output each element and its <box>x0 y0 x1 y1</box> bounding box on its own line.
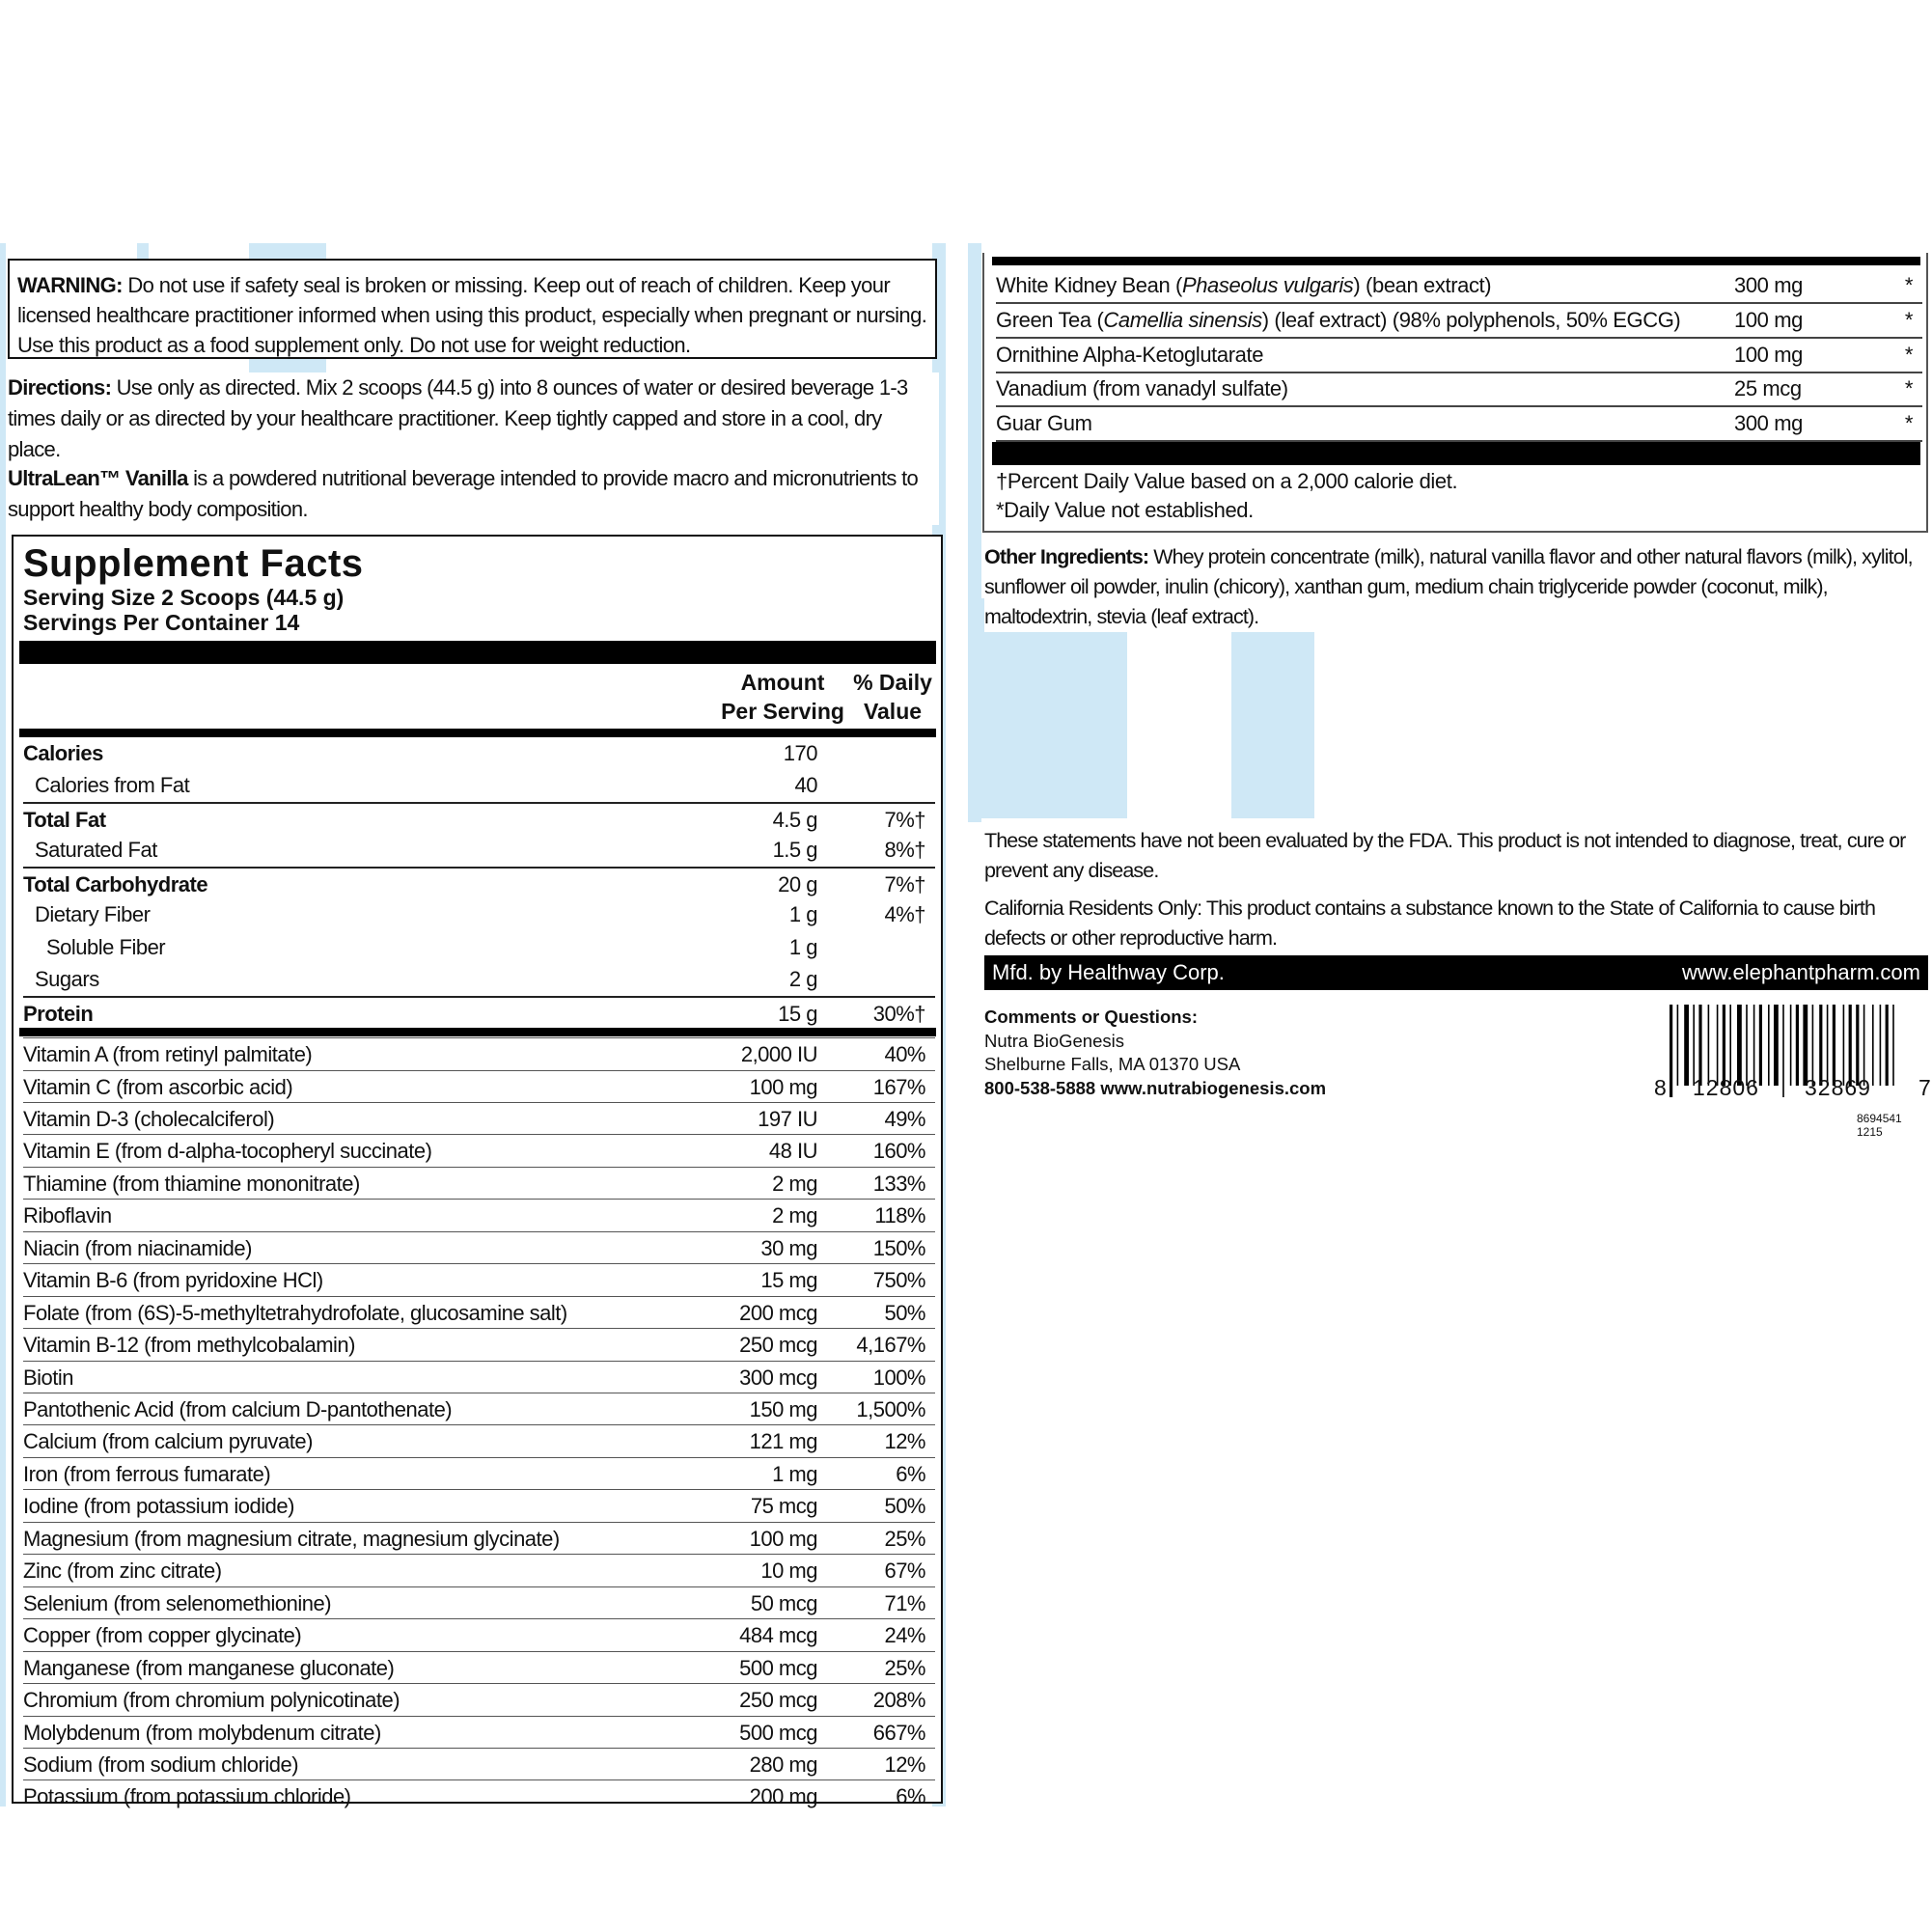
daily-value-not-established: *Daily Value not established. <box>996 498 1254 522</box>
nutrient-amount: 1 mg <box>772 1461 817 1486</box>
manufacturer-name: Mfd. by Healthway Corp. <box>992 960 1225 984</box>
barcode-bar <box>1803 1005 1808 1086</box>
nutrient-name: Riboflavin <box>23 1203 112 1228</box>
nutrient-daily-value: 50% <box>884 1300 925 1325</box>
nutrient-name: Iron (from ferrous fumarate) <box>23 1461 271 1486</box>
facts-row <box>23 1037 935 1070</box>
supplement-facts-title: Supplement Facts <box>23 542 364 585</box>
nutrient-daily-value: 6% <box>896 1784 925 1809</box>
contact-heading: Comments or Questions: <box>984 1007 1198 1027</box>
nutrient-name: Vitamin D-3 (cholecalciferol) <box>23 1106 275 1131</box>
top-divider <box>992 257 1920 265</box>
heavy-divider <box>992 442 1920 465</box>
nutrient-daily-value: * <box>1904 411 1913 436</box>
facts-row <box>23 1748 935 1780</box>
barcode-bar <box>1849 1005 1852 1086</box>
nutrient-amount: 170 <box>783 741 817 765</box>
barcode-bar <box>1856 1005 1859 1086</box>
nutrient-amount: 197 IU <box>758 1106 817 1131</box>
nutrient-amount: 40 <box>794 773 817 798</box>
barcode-bar <box>1812 1005 1814 1086</box>
other-ingredients-label: Other Ingredients: <box>984 545 1149 568</box>
nutrient-daily-value: 7%† <box>884 871 925 897</box>
nutrient-name: Pantothenic Acid (from calcium D-pantothenate) <box>23 1397 453 1421</box>
nutrient-amount: 20 g <box>778 871 817 897</box>
manufacturer-bar <box>984 955 1928 990</box>
nutrient-amount: 200 mg <box>749 1784 817 1809</box>
nutrient-name: Saturated Fat <box>35 838 157 863</box>
barcode-bar <box>1827 1005 1829 1086</box>
nutrient-amount: 500 mcg <box>739 1720 817 1745</box>
nutrient-daily-value: 50% <box>884 1494 925 1519</box>
nutrient-amount: 250 mcg <box>739 1333 817 1358</box>
column-header-daily-value: % Daily Value <box>853 670 932 724</box>
nutrient-name: Total Fat <box>23 807 106 832</box>
nutrient-amount: 150 mg <box>749 1397 817 1421</box>
barcode-bar <box>1670 1005 1672 1097</box>
facts-row <box>23 1522 935 1555</box>
nutrient-daily-value: 6% <box>896 1461 925 1486</box>
supplement-facts-continued <box>982 253 1928 533</box>
facts-row <box>23 1457 935 1490</box>
warning-label: WARNING: <box>17 273 123 297</box>
facts-row <box>23 1134 935 1167</box>
facts-row <box>23 1393 935 1425</box>
medium-divider <box>19 1028 936 1036</box>
barcode-bar <box>1698 1005 1701 1086</box>
nutrient-daily-value: 25% <box>884 1526 925 1551</box>
nutrient-amount: 30 mg <box>760 1235 817 1260</box>
nutrient-name-part: Ornithine Alpha-Ketoglutarate <box>996 342 1264 367</box>
nutrient-daily-value: 7%† <box>884 807 925 832</box>
fda-statement: These statements have not been evaluated by the FDA. This product is not intended to diagnose, treat, cure or prevent any disease. <box>984 829 1906 882</box>
nutrient-name: Calories from Fat <box>35 773 190 798</box>
barcode-bar <box>1774 1005 1779 1086</box>
barcode-bar <box>1843 1005 1845 1086</box>
nutrient-amount: 1 g <box>788 902 817 927</box>
nutrient-amount: 1.5 g <box>772 838 817 863</box>
warning-text: Do not use if safety seal is broken or missing. Keep out of reach of children. Keep your licensed healthcare practitioner informed when using this product, especially when pregnant or nursing. Use this product as a food supplement only. Do not use for weight reduction. <box>17 273 927 357</box>
other-ingredients-text: Whey protein concentrate (milk), natural vanilla flavor and other natural flavors (milk), xylitol, sunflower oil powder, inulin (chicory), xanthan gum, medium chain triglyceride powder (coconut, milk), maltodextrin, stevia (leaf extract). <box>984 545 1913 628</box>
facts-row <box>23 1618 935 1651</box>
nutrient-name-part: Vanadium (from vanadyl sulfate) <box>996 376 1288 401</box>
facts-row <box>23 1231 935 1264</box>
column-header-amount: Amount Per Serving <box>721 670 844 724</box>
facts-row <box>23 963 935 995</box>
nutrient-amount: 25 mcg <box>1734 376 1802 401</box>
facts-row <box>996 338 1922 373</box>
facts-row <box>23 1651 935 1684</box>
facts-row <box>23 1199 935 1231</box>
facts-row <box>23 1424 935 1457</box>
nutrient-amount: 200 mcg <box>739 1300 817 1325</box>
nutrient-name: Thiamine (from thiamine mononitrate) <box>23 1171 360 1196</box>
barcode-bar <box>1782 1005 1784 1097</box>
barcode-right-digits: 32869 <box>1805 1075 1871 1100</box>
facts-row <box>23 1263 935 1296</box>
barcode-bar <box>1737 1005 1742 1086</box>
barcode-check-digit: 7 <box>1918 1075 1932 1100</box>
nutrient-amount: 100 mg <box>1734 307 1803 332</box>
nutrient-amount: 2 mg <box>772 1171 817 1196</box>
nutrient-name <box>996 303 1680 337</box>
intro-paragraph <box>8 463 939 525</box>
medium-divider <box>19 729 936 737</box>
nutrient-daily-value: 100% <box>872 1365 925 1390</box>
barcode-bar <box>1872 1005 1874 1086</box>
supplement-facts-panel <box>12 535 943 1809</box>
barcode-bar <box>1880 1005 1882 1086</box>
facts-row <box>996 372 1922 407</box>
nutrient-daily-value: 160% <box>872 1139 925 1164</box>
nutrient-daily-value: 208% <box>872 1688 925 1713</box>
nutrient-name: Vitamin A (from retinyl palmitate) <box>23 1042 313 1067</box>
facts-row <box>23 737 935 769</box>
nutrient-amount: 15 mg <box>760 1268 817 1293</box>
nutrient-amount: 2,000 IU <box>740 1042 817 1067</box>
nutrient-name: Vitamin B-6 (from pyridoxine HCl) <box>23 1268 323 1293</box>
latin-name: Camellia sinensis <box>1103 307 1262 332</box>
barcode-bar <box>1753 1005 1755 1086</box>
nutrient-amount: 2 g <box>788 967 817 992</box>
nutrient-amount: 300 mg <box>1734 273 1803 297</box>
nutrient-daily-value: 30%† <box>872 1001 925 1026</box>
nutrient-amount: 100 mg <box>749 1074 817 1099</box>
nutrient-amount: 15 g <box>778 1001 817 1026</box>
facts-row <box>23 931 935 963</box>
nutrient-name <box>996 406 1092 440</box>
directions-paragraph <box>8 372 939 465</box>
nutrient-name: Dietary Fiber <box>35 902 151 927</box>
nutrient-daily-value: 118% <box>874 1203 925 1228</box>
barcode-bar <box>1723 1005 1725 1086</box>
product-name: UltraLean™ Vanilla <box>8 466 188 490</box>
nutrient-daily-value: 1,500% <box>856 1397 925 1421</box>
barcode-bar <box>1708 1005 1710 1086</box>
facts-row <box>23 898 935 930</box>
barcode-bar <box>1796 1005 1799 1086</box>
facts-row <box>23 867 935 900</box>
facts-row <box>23 996 935 1030</box>
nutrient-name-part: Green Tea ( <box>996 307 1104 332</box>
facts-row <box>23 1296 935 1329</box>
nutrient-daily-value: * <box>1904 273 1913 297</box>
barcode-bar <box>1677 1005 1679 1086</box>
facts-row <box>996 268 1922 304</box>
facts-row <box>23 1102 935 1135</box>
nutrient-amount: 121 mg <box>749 1429 817 1454</box>
barcode-bar <box>1886 1005 1889 1086</box>
nutrient-daily-value: 8%† <box>884 838 925 863</box>
facts-row <box>23 802 935 836</box>
nutrient-amount: 50 mcg <box>750 1590 817 1615</box>
nutrient-daily-value: 4%† <box>884 902 925 927</box>
nutrient-name: Chromium (from chromium polynicotinate) <box>23 1688 400 1713</box>
daily-value-note: †Percent Daily Value based on a 2,000 calorie diet. <box>996 469 1458 493</box>
nutrient-name: Vitamin C (from ascorbic acid) <box>23 1074 293 1099</box>
nutrient-name: Soluble Fiber <box>46 934 166 959</box>
heavy-divider <box>19 641 936 664</box>
nutrient-daily-value: 150% <box>872 1235 925 1260</box>
barcode-bar <box>1759 1005 1762 1086</box>
nutrient-name: Selenium (from selenomethionine) <box>23 1590 332 1615</box>
nutrient-amount: 280 mg <box>749 1752 817 1777</box>
facts-row <box>23 1167 935 1200</box>
facts-row <box>23 769 935 801</box>
nutrient-amount: 300 mg <box>1734 411 1803 436</box>
serving-size: Serving Size 2 Scoops (44.5 g) <box>23 585 345 610</box>
nutrient-name <box>996 338 1263 372</box>
barcode-bar <box>1863 1005 1865 1086</box>
other-ingredients <box>984 542 1930 632</box>
facts-row <box>23 1361 935 1393</box>
nutrient-name: Iodine (from potassium iodide) <box>23 1494 294 1519</box>
nutrient-amount: 10 mg <box>760 1559 817 1584</box>
intro-text: is a powdered nutritional beverage intended to provide macro and micronutrients to support healthy body composition. <box>8 466 919 521</box>
directions-text: Use only as directed. Mix 2 scoops (44.5 g) into 8 ounces of water or desired beverage 1-3 times daily or as directed by your healthcare practitioner. Keep tightly capped and store in a cool, dry place. <box>8 375 908 461</box>
barcode-bar <box>1729 1005 1731 1086</box>
facts-row <box>23 1489 935 1522</box>
barcode-bar <box>1693 1005 1695 1086</box>
nutrient-name-part: Guar Gum <box>996 411 1092 436</box>
facts-row <box>23 1070 935 1103</box>
nutrient-daily-value: 24% <box>884 1623 925 1648</box>
nutrient-amount: 100 mg <box>1734 342 1803 367</box>
barcode-bar <box>1684 1005 1689 1086</box>
nutrient-name: Protein <box>23 1001 94 1026</box>
nutrient-amount: 75 mcg <box>750 1494 817 1519</box>
barcode-bar <box>1768 1005 1770 1086</box>
manufacturer-website: www.elephantpharm.com <box>1681 960 1920 984</box>
barcode-lead-digit: 8 <box>1654 1075 1668 1100</box>
background-stripe <box>0 243 6 1807</box>
nutrient-daily-value: 40% <box>884 1042 925 1067</box>
facts-row <box>23 1586 935 1619</box>
nutrient-name-part: ) (bean extract) <box>1353 273 1492 297</box>
nutrient-amount: 48 IU <box>768 1139 817 1164</box>
nutrient-name: Vitamin B-12 (from methylcobalamin) <box>23 1333 355 1358</box>
facts-row <box>23 1554 935 1586</box>
nutrient-daily-value: * <box>1904 307 1913 332</box>
nutrient-name: Total Carbohydrate <box>23 871 208 897</box>
nutrient-name: Calcium (from calcium pyruvate) <box>23 1429 313 1454</box>
nutrient-name: Potassium (from potassium chloride) <box>23 1784 351 1809</box>
barcode-bar <box>1833 1005 1835 1086</box>
nutrient-name: Calories <box>23 741 103 765</box>
nutrient-amount: 500 mcg <box>739 1655 817 1680</box>
nutrient-name: Zinc (from zinc citrate) <box>23 1559 222 1584</box>
nutrient-name: Magnesium (from magnesium citrate, magnesium glycinate) <box>23 1526 560 1551</box>
nutrient-name: Biotin <box>23 1365 74 1390</box>
nutrient-daily-value: 750% <box>872 1268 925 1293</box>
nutrient-daily-value: 25% <box>884 1655 925 1680</box>
facts-row <box>23 1328 935 1361</box>
nutrient-daily-value: 12% <box>884 1429 925 1454</box>
nutrient-daily-value: 167% <box>872 1074 925 1099</box>
facts-row <box>23 1779 935 1812</box>
nutrient-name <box>996 372 1288 405</box>
contact-address: Shelburne Falls, MA 01370 USA <box>984 1054 1241 1074</box>
facts-row <box>996 406 1922 442</box>
nutrient-daily-value: 67% <box>884 1559 925 1584</box>
nutrient-name: Molybdenum (from molybdenum citrate) <box>23 1720 381 1745</box>
latin-name: Phaseolus vulgaris <box>1181 273 1354 297</box>
facts-row <box>23 834 935 866</box>
barcode-bar <box>1717 1005 1719 1086</box>
directions-label: Directions: <box>8 375 112 400</box>
nutrient-name <box>996 268 1491 302</box>
contact-phone-web: 800-538-5888 www.nutrabiogenesis.com <box>984 1077 1327 1098</box>
nutrient-daily-value: 71% <box>884 1590 925 1615</box>
nutrient-daily-value: 667% <box>872 1720 925 1745</box>
nutrient-name: Vitamin E (from d-alpha-tocopheryl succinate) <box>23 1139 432 1164</box>
contact-block <box>984 1006 1326 1100</box>
nutrient-amount: 484 mcg <box>739 1623 817 1648</box>
nutrient-name: Copper (from copper glycinate) <box>23 1623 302 1648</box>
california-warning: California Residents Only: This product contains a substance known to the State of California to cause birth defects or other reproductive harm. <box>984 897 1876 950</box>
servings-per-container: Servings Per Container 14 <box>23 610 300 635</box>
nutrient-name: Manganese (from manganese gluconate) <box>23 1655 395 1680</box>
barcode-bar <box>1790 1005 1792 1086</box>
nutrient-daily-value: 49% <box>884 1106 925 1131</box>
nutrient-name: Sodium (from sodium chloride) <box>23 1752 299 1777</box>
nutrient-name-part: White Kidney Bean ( <box>996 273 1182 297</box>
facts-row <box>23 1683 935 1716</box>
nutrient-daily-value: * <box>1904 376 1913 401</box>
nutrient-name: Niacin (from niacinamide) <box>23 1235 252 1260</box>
facts-row <box>23 1716 935 1749</box>
barcode-bar <box>1746 1005 1748 1086</box>
nutrient-amount: 100 mg <box>749 1526 817 1551</box>
nutrient-amount: 300 mcg <box>739 1365 817 1390</box>
nutrient-daily-value: 133% <box>872 1171 925 1196</box>
nutrient-daily-value: * <box>1904 342 1913 367</box>
nutrient-name: Folate (from (6S)-5-methyltetrahydrofolate, glucosamine salt) <box>23 1300 567 1325</box>
nutrient-name-part: ) (leaf extract) (98% polyphenols, 50% EGCG) <box>1261 307 1681 332</box>
nutrient-name: Sugars <box>35 967 99 992</box>
nutrient-amount: 250 mcg <box>739 1688 817 1713</box>
warning-box <box>8 259 937 359</box>
barcode-bar <box>1819 1005 1822 1086</box>
barcode-left-digits: 12806 <box>1693 1075 1759 1100</box>
nutrient-daily-value: 12% <box>884 1752 925 1777</box>
lot-code: 8694541 1215 <box>1857 1112 1902 1139</box>
nutrient-amount: 1 g <box>788 934 817 959</box>
facts-row <box>996 303 1922 339</box>
barcode-bar <box>1892 1005 1894 1086</box>
nutrient-daily-value: 4,167% <box>856 1333 925 1358</box>
contact-company: Nutra BioGenesis <box>984 1030 1124 1051</box>
nutrient-amount: 2 mg <box>772 1203 817 1228</box>
nutrient-amount: 4.5 g <box>772 807 817 832</box>
